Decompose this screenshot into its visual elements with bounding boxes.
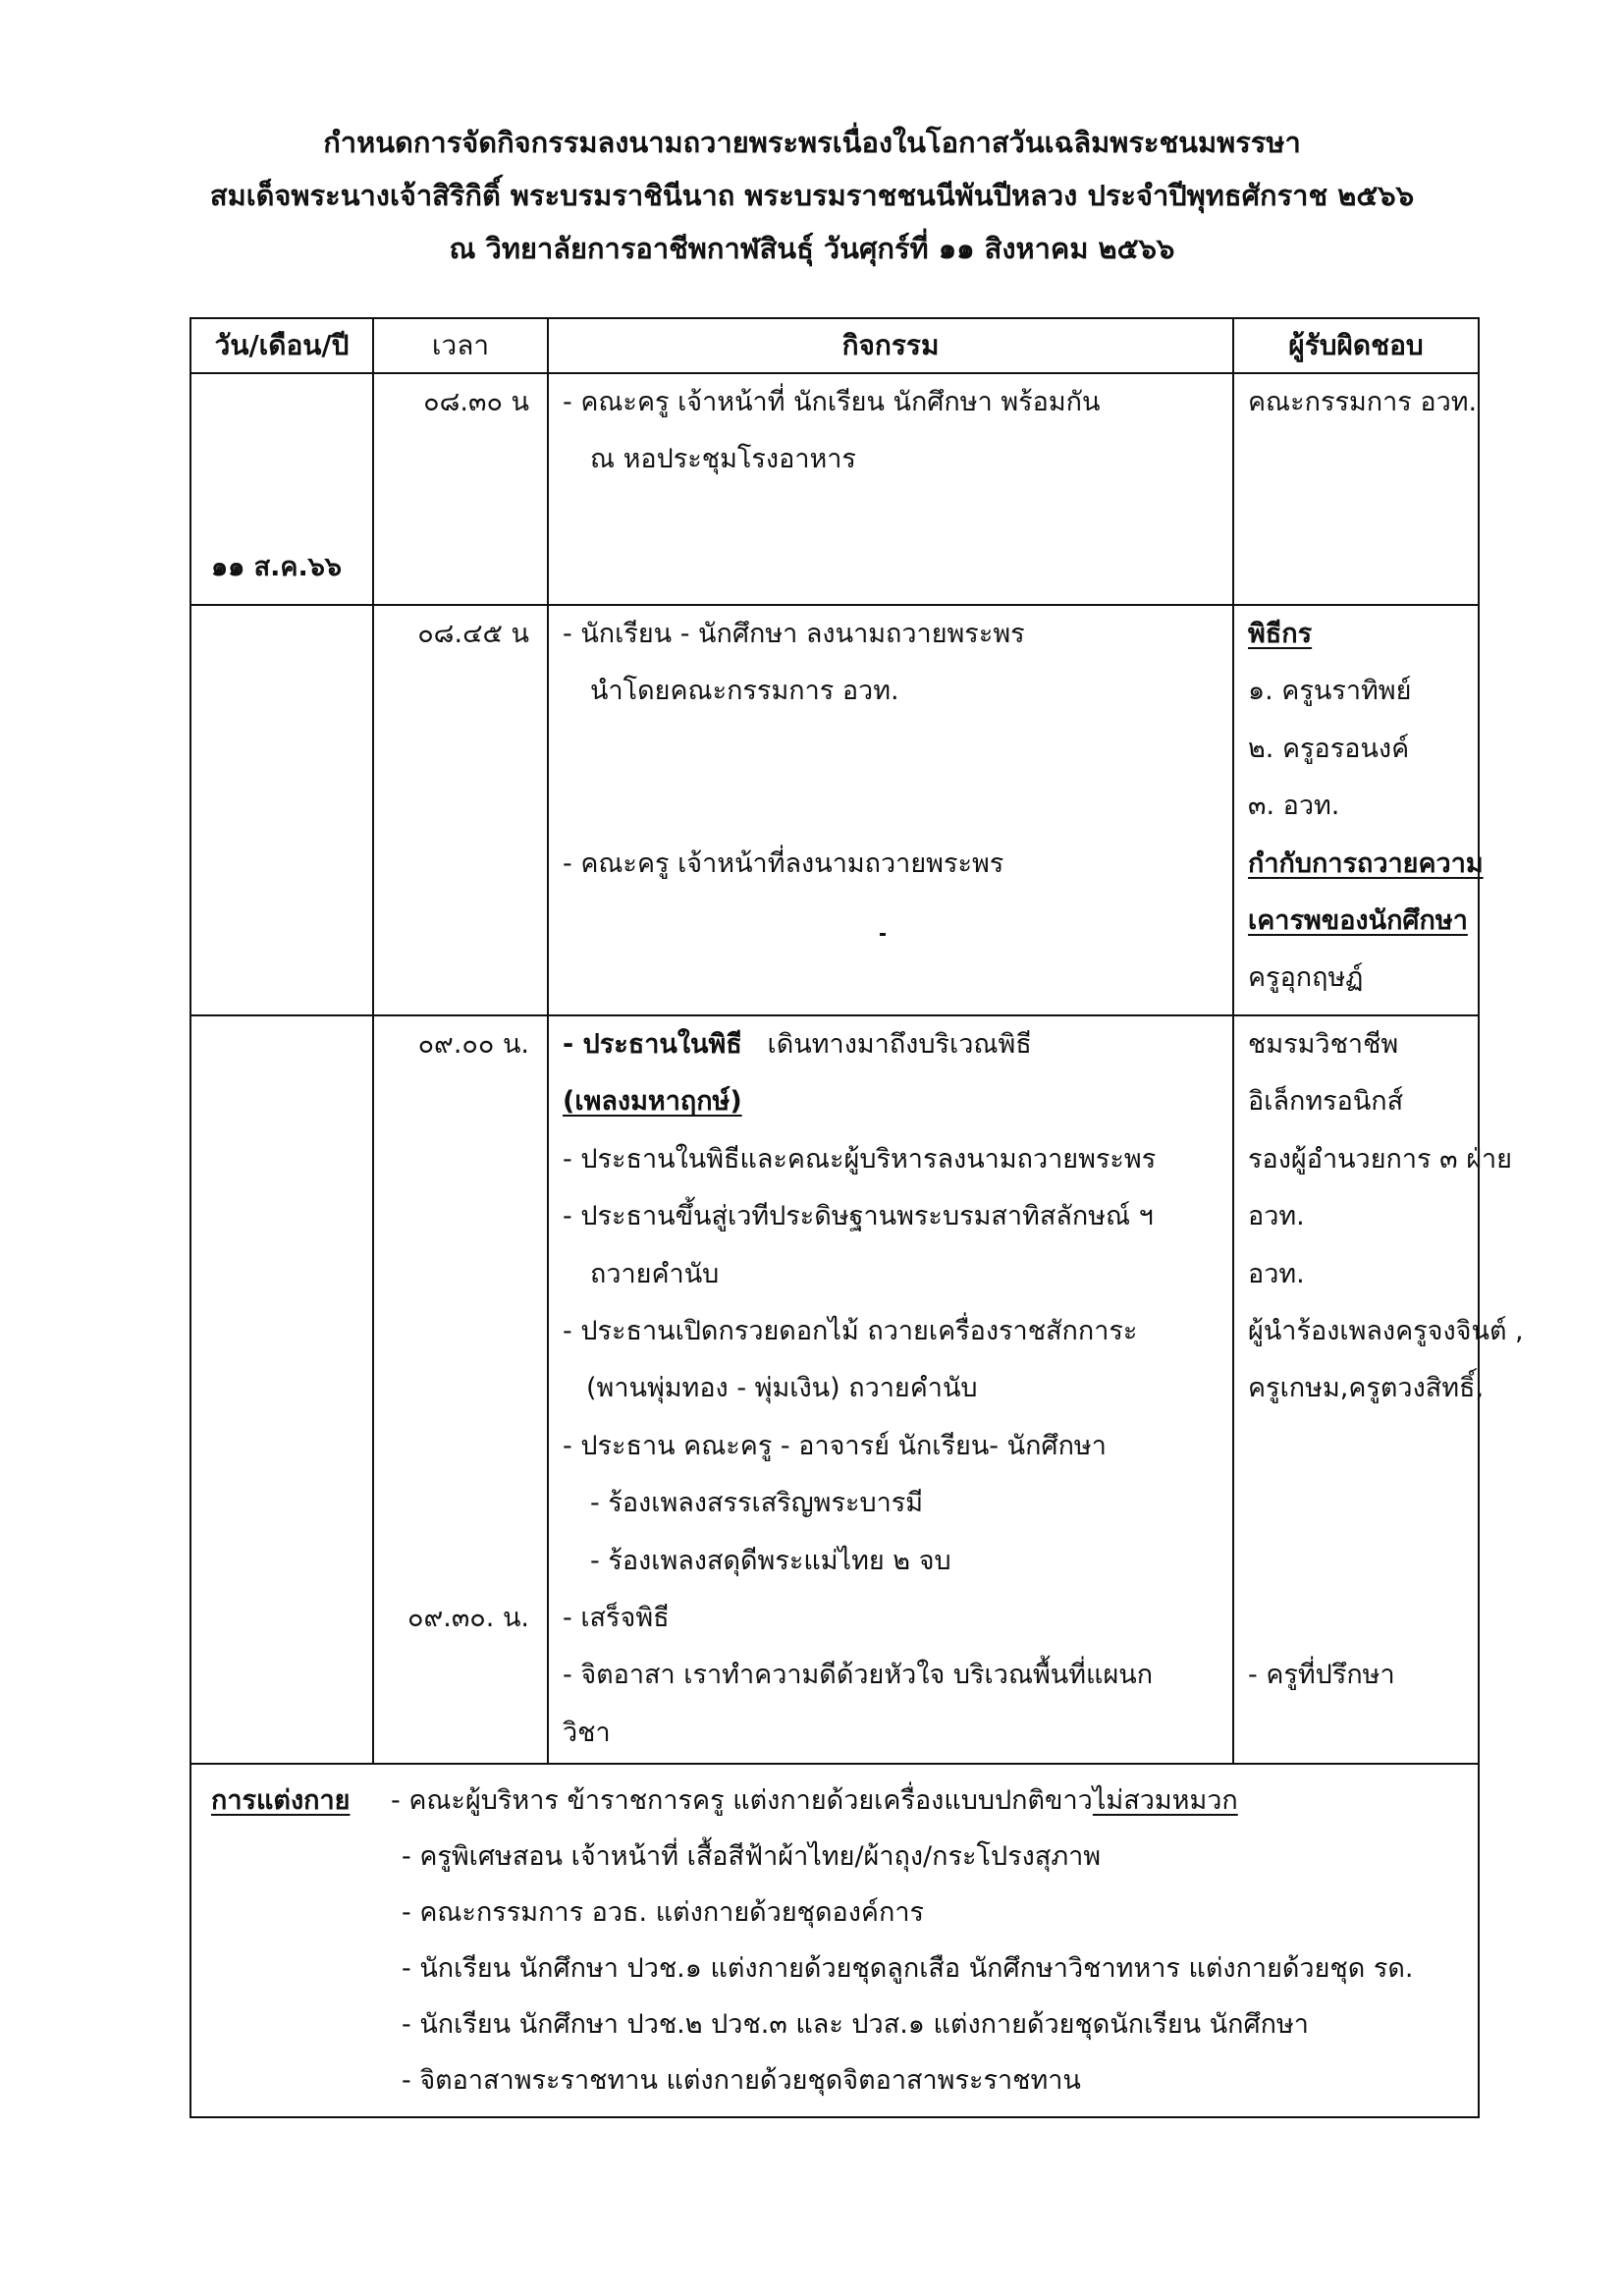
activity-line <box>549 721 1232 778</box>
responsible-cell <box>1233 605 1484 1015</box>
responsible-line: ๑. ครูนราทิพย์ <box>1248 676 1412 707</box>
responsible-line: ครูอุกฤษฏ์ <box>1248 962 1364 994</box>
activity-line: - ประธานขึ้นสู่เวทีประดิษฐานพระบรมสาทิสลักษณ์ ฯ <box>563 1201 1154 1232</box>
header-time: เวลา <box>373 318 548 373</box>
responsible-line: ชมรมวิชาชีพ <box>1248 1029 1399 1060</box>
activity-line: ถวายคำนับ <box>590 1258 720 1289</box>
dress-item <box>391 1773 1238 1829</box>
activity-line: (พานพุ่มทอง - พุ่มเงิน) ถวายคำนับ <box>586 1373 978 1404</box>
activity-line: - นักเรียน - นักศึกษา ลงนามถวายพระพร <box>563 619 1025 649</box>
chairperson-label: - ประธานในพิธี <box>563 1029 742 1060</box>
time-value: ๐๘.๔๕ น <box>417 619 529 649</box>
responsible-line: ๓. อวท. <box>1248 791 1340 822</box>
time-value: ๐๙.๓๐. น. <box>407 1602 529 1633</box>
activity-line <box>549 893 1232 950</box>
activity-cell <box>548 1015 1233 1764</box>
dress-code-row <box>190 1764 1479 2117</box>
dress-code-label: การแต่งกาย <box>211 1785 351 1816</box>
title-line-3: ณ วิทยาลัยการอาชีพกาฬสินธุ์ วันศุกร์ที่ ๑๑ สิงหาคม ๒๕๖๖ <box>449 232 1175 265</box>
activity-line: - จิตอาสา เราทำความดีด้วยหัวใจ บริเวณพื้นที่แผนก <box>563 1660 1154 1691</box>
activity-line <box>549 1016 1232 1073</box>
table-row <box>190 605 1479 1015</box>
stray-dash-mark <box>880 933 886 936</box>
activity-line: - ประธานเปิดกรวยดอกไม้ ถวายเครื่องราชสักการะ <box>563 1315 1138 1346</box>
activity-line <box>549 778 1232 835</box>
responsible-line: อวท. <box>1248 1258 1305 1289</box>
dress-item: - นักเรียน นักศึกษา ปวช.๑ แต่งกายด้วยชุดลูกเสือ นักศึกษาวิชาทหาร แต่งกายด้วยชุด รด. <box>402 1953 1414 1984</box>
table-row <box>190 373 1479 605</box>
responsible-line: - ครูที่ปรึกษา <box>1248 1660 1395 1691</box>
responsible-cell <box>1233 1015 1524 1764</box>
dress-line <box>191 1941 1478 1996</box>
dress-item-text: - คณะผู้บริหาร ข้าราชการครู แต่งกายด้วยเครื่องแบบปกติขาว <box>391 1785 1093 1816</box>
activity-line: ณ หอประชุมโรงอาหาร <box>590 444 856 475</box>
title-line-1: กำหนดการจัดกิจกรรมลงนามถวายพระพรเนื่องในโอกาสวันเฉลิมพระชนมพรรษา <box>323 126 1301 159</box>
dress-line <box>191 1773 1478 1829</box>
responsible-heading: เคารพของนักศึกษา <box>1248 904 1468 936</box>
document-header <box>0 116 1624 275</box>
title-line-2: สมเด็จพระนางเจ้าสิริกิติ์ พระบรมราชินีนาถ พระบรมราชชนนีพันปีหลวง ประจำปีพุทธศักราช ๒๕๖๖ <box>209 179 1415 212</box>
activity-line: นำโดยคณะกรรมการ อวท. <box>590 676 899 707</box>
activity-cell <box>548 605 1233 1015</box>
activity-line: - คณะครู เจ้าหน้าที่ลงนามถวายพระพร <box>563 847 1004 879</box>
dress-line <box>191 1885 1478 1941</box>
activity-text: เดินทางมาถึงบริเวณพิธี <box>767 1029 1032 1060</box>
table-row <box>190 1015 1479 1764</box>
dress-item-emphasis: ไม่สวมหมวก <box>1092 1785 1238 1816</box>
time-cell <box>373 373 548 605</box>
responsible-heading: กำกับการถวายความ <box>1248 847 1484 879</box>
schedule-table <box>189 317 1524 2118</box>
dress-item: - ครูพิเศษสอน เจ้าหน้าที่ เสื้อสีฟ้าผ้าไทย/ผ้าถุง/กระโปรงสุภาพ <box>402 1841 1102 1872</box>
date-cell <box>190 373 373 605</box>
responsible-line: ผู้นำร้องเพลงครูจงจินต์ , <box>1248 1315 1524 1346</box>
activity-line: - เสร็จพิธี <box>563 1602 670 1633</box>
time-value: ๐๘.๓๐ น <box>423 387 529 417</box>
date-cell-empty <box>190 1015 373 1764</box>
header-date: วัน/เดือน/ปี <box>190 318 373 373</box>
responsible-cell <box>1233 373 1479 605</box>
dress-item: - จิตอาสาพระราชทาน แต่งกายด้วยชุดจิตอาสาพระราชทาน <box>402 2065 1081 2096</box>
responsible-line: รองผู้อำนวยการ ๓ ฝ่าย <box>1248 1143 1512 1175</box>
dress-item: - นักเรียน นักศึกษา ปวช.๒ ปวช.๓ และ ปวส.๑ แต่งกายด้วยชุดนักเรียน นักศึกษา <box>402 2009 1309 2040</box>
responsible-heading: พิธีกร <box>1248 619 1313 649</box>
responsible-line: คณะกรรมการ อวท. <box>1248 387 1478 417</box>
dress-item: - คณะกรรมการ อวธ. แต่งกายด้วยชุดองค์การ <box>402 1897 924 1928</box>
dress-line <box>191 1996 1478 2052</box>
activity-line: (เพลงมหาฤกษ์) <box>563 1086 742 1118</box>
activity-cell <box>548 373 1233 605</box>
dress-line <box>191 2052 1478 2108</box>
header-responsible: ผู้รับผิดชอบ <box>1233 318 1479 373</box>
date-cell-empty <box>190 605 373 1015</box>
responsible-line: ครูเกษม,ครูตวงสิทธิ์, <box>1248 1373 1485 1404</box>
activity-line: - คณะครู เจ้าหน้าที่ นักเรียน นักศึกษา พร้อมกัน <box>563 387 1101 417</box>
dress-line <box>191 1829 1478 1885</box>
activity-line: - ประธานในพิธีและคณะผู้บริหารลงนามถวายพระพร <box>563 1143 1157 1175</box>
header-row <box>190 318 1479 373</box>
activity-line: - ร้องเพลงสดุดีพระแม่ไทย ๒ จบ <box>590 1545 951 1576</box>
activity-line: - ประธาน คณะครู - อาจารย์ นักเรียน- นักศึกษา <box>563 1430 1107 1461</box>
responsible-line: อิเล็กทรอนิกส์ <box>1248 1086 1404 1118</box>
date-value: ๑๑ ส.ค.๖๖ <box>211 551 343 582</box>
activity-line: วิชา <box>563 1717 611 1748</box>
header-activity: กิจกรรม <box>548 318 1233 373</box>
activity-line: - ร้องเพลงสรรเสริญพระบารมี <box>590 1488 924 1519</box>
time-cell <box>373 1015 548 1764</box>
time-value: ๐๙.๐๐ น. <box>417 1029 529 1060</box>
dress-code-cell <box>190 1764 1479 2117</box>
responsible-line: อวท. <box>1248 1201 1305 1232</box>
time-cell <box>373 605 548 1015</box>
responsible-line: ๒. ครูอรอนงค์ <box>1248 733 1410 764</box>
